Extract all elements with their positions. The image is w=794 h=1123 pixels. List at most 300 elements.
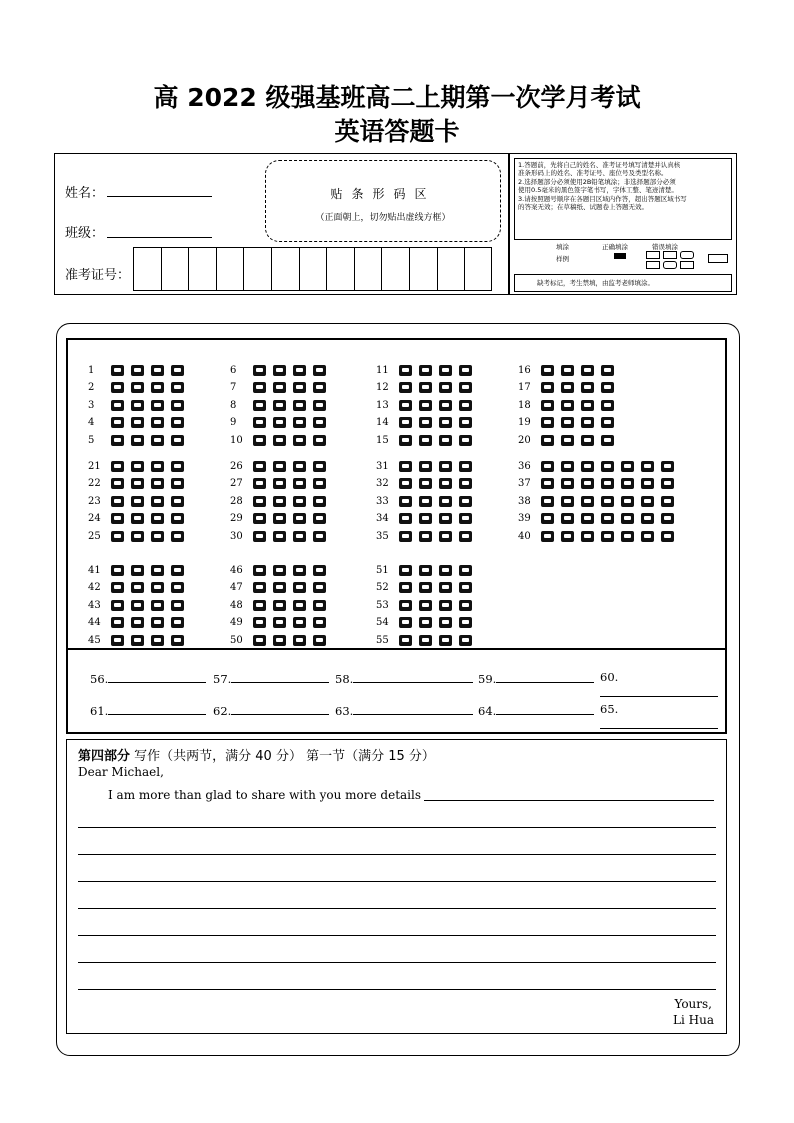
- answer-bubble[interactable]: [398, 530, 414, 543]
- answer-bubble[interactable]: [418, 634, 434, 647]
- answer-bubble[interactable]: [110, 564, 126, 577]
- answer-bubble[interactable]: [150, 477, 166, 490]
- answer-bubble[interactable]: [252, 381, 268, 394]
- answer-bubble[interactable]: [458, 381, 474, 394]
- writing-line[interactable]: [78, 908, 716, 909]
- answer-bubble[interactable]: [110, 495, 126, 508]
- answer-bubble[interactable]: [150, 416, 166, 429]
- answer-bubble[interactable]: [150, 564, 166, 577]
- answer-bubble[interactable]: [438, 599, 454, 612]
- answer-bubble[interactable]: [600, 460, 616, 473]
- exam-id-cells[interactable]: [133, 247, 492, 291]
- answer-bubble[interactable]: [150, 634, 166, 647]
- blank-item: [335, 670, 473, 686]
- answer-bubble[interactable]: [170, 495, 186, 508]
- answer-bubble[interactable]: [312, 495, 328, 508]
- answer-bubble[interactable]: [398, 599, 414, 612]
- answer-bubble[interactable]: [580, 381, 596, 394]
- answer-bubble[interactable]: [458, 599, 474, 612]
- exam-id-cell[interactable]: [188, 247, 216, 291]
- answer-bubble[interactable]: [292, 599, 308, 612]
- answer-bubble[interactable]: [398, 416, 414, 429]
- answer-bubble[interactable]: [252, 495, 268, 508]
- writing-line[interactable]: [78, 854, 716, 855]
- answer-bubble[interactable]: [252, 599, 268, 612]
- answer-bubble[interactable]: [600, 399, 616, 412]
- question-number: 29: [230, 513, 243, 525]
- letter-closing: Yours,: [674, 997, 712, 1011]
- question-number: 39: [518, 513, 531, 525]
- answer-bubble[interactable]: [150, 460, 166, 473]
- writing-line[interactable]: [78, 827, 716, 828]
- question-row: [376, 475, 478, 492]
- answer-bubble[interactable]: [170, 530, 186, 543]
- answer-bubble[interactable]: [130, 381, 146, 394]
- writing-line[interactable]: [78, 935, 716, 936]
- answer-bubble[interactable]: [458, 416, 474, 429]
- exam-id-cell[interactable]: [381, 247, 409, 291]
- answer-bubble[interactable]: [150, 399, 166, 412]
- exam-id-cell[interactable]: [133, 247, 161, 291]
- answer-bubble[interactable]: [150, 599, 166, 612]
- answer-bubble[interactable]: [560, 434, 576, 447]
- answer-bubble[interactable]: [438, 512, 454, 525]
- answer-bubble[interactable]: [110, 381, 126, 394]
- answer-bubble[interactable]: [252, 460, 268, 473]
- answer-bubble[interactable]: [418, 530, 434, 543]
- blank-answer-line[interactable]: [108, 702, 206, 715]
- answer-bubble[interactable]: [620, 477, 636, 490]
- answer-bubble[interactable]: [580, 416, 596, 429]
- answer-bubble[interactable]: [252, 581, 268, 594]
- answer-bubble[interactable]: [110, 399, 126, 412]
- answer-bubble[interactable]: [292, 416, 308, 429]
- blank-answer-line[interactable]: [496, 670, 594, 683]
- question-number: 46: [230, 565, 243, 576]
- answer-bubble[interactable]: [600, 416, 616, 429]
- answer-bubble[interactable]: [560, 477, 576, 490]
- question-row: [376, 614, 478, 631]
- answer-bubble[interactable]: [272, 581, 288, 594]
- answer-bubble[interactable]: [418, 416, 434, 429]
- answer-bubble[interactable]: [312, 364, 328, 377]
- answer-bubble[interactable]: [110, 512, 126, 525]
- answer-bubble[interactable]: [620, 460, 636, 473]
- answer-bubble[interactable]: [458, 530, 474, 543]
- question-row: [230, 579, 332, 596]
- answer-bubble[interactable]: [170, 477, 186, 490]
- blank-answer-line[interactable]: [353, 702, 473, 715]
- answer-bubble[interactable]: [150, 581, 166, 594]
- answer-bubble[interactable]: [640, 477, 656, 490]
- answer-bubble[interactable]: [272, 512, 288, 525]
- answer-bubble[interactable]: [130, 364, 146, 377]
- answer-bubble[interactable]: [540, 434, 556, 447]
- answer-bubble[interactable]: [130, 495, 146, 508]
- answer-bubble[interactable]: [130, 599, 146, 612]
- answer-bubble[interactable]: [458, 616, 474, 629]
- question-number: 38: [518, 495, 531, 507]
- answer-bubble[interactable]: [130, 581, 146, 594]
- answer-bubble[interactable]: [252, 634, 268, 647]
- answer-bubble[interactable]: [292, 460, 308, 473]
- question-row: [518, 475, 680, 492]
- answer-bubble[interactable]: [560, 399, 576, 412]
- question-number: 54: [376, 617, 389, 629]
- answer-bubble[interactable]: [640, 495, 656, 508]
- letter-greeting: Dear Michael,: [78, 765, 164, 779]
- answer-bubble[interactable]: [252, 564, 268, 577]
- answer-bubble[interactable]: [252, 364, 268, 377]
- answer-bubble[interactable]: [540, 364, 556, 377]
- answer-bubble[interactable]: [438, 399, 454, 412]
- answer-bubble[interactable]: [438, 416, 454, 429]
- answer-bubble[interactable]: [170, 512, 186, 525]
- blank-answer-line[interactable]: [600, 684, 718, 697]
- answer-bubble[interactable]: [252, 434, 268, 447]
- answer-bubble[interactable]: [580, 512, 596, 525]
- answer-bubble[interactable]: [560, 512, 576, 525]
- answer-bubble[interactable]: [438, 477, 454, 490]
- answer-bubble[interactable]: [458, 460, 474, 473]
- answer-bubble[interactable]: [312, 634, 328, 647]
- blank-answer-line[interactable]: [231, 670, 329, 683]
- answer-bubble[interactable]: [438, 460, 454, 473]
- answer-bubble[interactable]: [418, 495, 434, 508]
- answer-bubble[interactable]: [660, 460, 676, 473]
- answer-bubble[interactable]: [540, 495, 556, 508]
- answer-bubble[interactable]: [580, 434, 596, 447]
- answer-bubble[interactable]: [130, 634, 146, 647]
- answer-bubble[interactable]: [458, 634, 474, 647]
- question-row: [230, 379, 332, 396]
- answer-bubble[interactable]: [438, 616, 454, 629]
- answer-bubble[interactable]: [458, 434, 474, 447]
- answer-bubble[interactable]: [312, 460, 328, 473]
- answer-bubble[interactable]: [110, 364, 126, 377]
- answer-bubble[interactable]: [272, 364, 288, 377]
- answer-bubble[interactable]: [110, 434, 126, 447]
- class-field[interactable]: [107, 237, 212, 238]
- answer-bubble[interactable]: [252, 616, 268, 629]
- answer-bubble[interactable]: [150, 381, 166, 394]
- answer-bubble[interactable]: [540, 460, 556, 473]
- answer-bubble[interactable]: [540, 477, 556, 490]
- answer-bubble[interactable]: [292, 364, 308, 377]
- exam-id-cell[interactable]: [161, 247, 189, 291]
- answer-bubble[interactable]: [458, 477, 474, 490]
- answer-bubble[interactable]: [398, 477, 414, 490]
- answer-bubble[interactable]: [458, 364, 474, 377]
- answer-bubble[interactable]: [150, 495, 166, 508]
- answer-bubble[interactable]: [130, 512, 146, 525]
- question-number: 2: [88, 382, 95, 394]
- answer-bubble[interactable]: [640, 512, 656, 525]
- answer-bubble[interactable]: [398, 512, 414, 525]
- answer-bubble[interactable]: [170, 460, 186, 473]
- writing-line[interactable]: [78, 962, 716, 963]
- answer-bubble[interactable]: [312, 416, 328, 429]
- answer-bubble[interactable]: [170, 581, 186, 594]
- writing-line[interactable]: [78, 881, 716, 882]
- answer-bubble[interactable]: [438, 434, 454, 447]
- answer-bubble[interactable]: [170, 634, 186, 647]
- answer-bubble[interactable]: [312, 581, 328, 594]
- answer-bubble[interactable]: [398, 495, 414, 508]
- answer-bubble[interactable]: [292, 530, 308, 543]
- exam-id-cell[interactable]: [409, 247, 437, 291]
- answer-bubble[interactable]: [312, 512, 328, 525]
- answer-bubble[interactable]: [458, 564, 474, 577]
- answer-bubble[interactable]: [438, 381, 454, 394]
- answer-bubble[interactable]: [398, 460, 414, 473]
- question-row: [376, 379, 478, 396]
- answer-bubble[interactable]: [312, 530, 328, 543]
- answer-bubble[interactable]: [110, 460, 126, 473]
- answer-bubble[interactable]: [560, 460, 576, 473]
- answer-bubble[interactable]: [110, 616, 126, 629]
- answer-bubble[interactable]: [110, 477, 126, 490]
- answer-bubble[interactable]: [418, 434, 434, 447]
- wrong-fill-mark-1: [646, 251, 660, 259]
- question-row: [88, 614, 190, 631]
- answer-bubble[interactable]: [600, 530, 616, 543]
- answer-bubble[interactable]: [312, 477, 328, 490]
- answer-bubble[interactable]: [170, 364, 186, 377]
- question-number: 51: [376, 565, 389, 576]
- answer-bubble[interactable]: [292, 616, 308, 629]
- answer-bubble[interactable]: [540, 416, 556, 429]
- answer-bubble[interactable]: [660, 512, 676, 525]
- answer-bubble[interactable]: [560, 495, 576, 508]
- answer-bubble[interactable]: [312, 616, 328, 629]
- answer-bubble[interactable]: [272, 434, 288, 447]
- answer-bubble[interactable]: [398, 616, 414, 629]
- exam-id-cell[interactable]: [271, 247, 299, 291]
- answer-bubble[interactable]: [110, 530, 126, 543]
- answer-bubble[interactable]: [398, 381, 414, 394]
- answer-bubble[interactable]: [170, 381, 186, 394]
- answer-bubble[interactable]: [540, 512, 556, 525]
- answer-bubble[interactable]: [600, 477, 616, 490]
- question-row: [376, 362, 478, 379]
- answer-bubble[interactable]: [150, 364, 166, 377]
- answer-bubble[interactable]: [418, 381, 434, 394]
- answer-bubble[interactable]: [600, 495, 616, 508]
- answer-bubble[interactable]: [438, 634, 454, 647]
- question-row: [230, 458, 332, 475]
- answer-bubble[interactable]: [130, 477, 146, 490]
- answer-bubble[interactable]: [398, 564, 414, 577]
- question-number: 34: [376, 513, 389, 525]
- answer-bubble[interactable]: [398, 399, 414, 412]
- blank-answer-line[interactable]: [600, 716, 718, 729]
- answer-bubble[interactable]: [272, 616, 288, 629]
- blank-answer-line[interactable]: [353, 670, 473, 683]
- answer-bubble[interactable]: [130, 564, 146, 577]
- answer-bubble[interactable]: [580, 399, 596, 412]
- answer-bubble[interactable]: [292, 634, 308, 647]
- answer-bubble[interactable]: [438, 364, 454, 377]
- answer-bubble[interactable]: [130, 616, 146, 629]
- answer-bubble[interactable]: [110, 599, 126, 612]
- answer-bubble[interactable]: [458, 399, 474, 412]
- answer-bubble[interactable]: [640, 530, 656, 543]
- answer-bubble[interactable]: [110, 581, 126, 594]
- answer-bubble[interactable]: [150, 616, 166, 629]
- writing-line[interactable]: [424, 800, 714, 801]
- answer-bubble[interactable]: [272, 530, 288, 543]
- answer-bubble[interactable]: [130, 399, 146, 412]
- answer-bubble[interactable]: [580, 477, 596, 490]
- exam-id-cell[interactable]: [243, 247, 271, 291]
- answer-bubble[interactable]: [640, 460, 656, 473]
- answer-bubble[interactable]: [252, 530, 268, 543]
- blank-answer-line[interactable]: [231, 702, 329, 715]
- answer-bubble[interactable]: [130, 460, 146, 473]
- answer-bubble[interactable]: [540, 530, 556, 543]
- question-row: [518, 414, 620, 431]
- answer-bubble[interactable]: [620, 530, 636, 543]
- answer-bubble[interactable]: [312, 599, 328, 612]
- answer-bubble[interactable]: [660, 495, 676, 508]
- answer-bubble[interactable]: [458, 495, 474, 508]
- answer-bubble[interactable]: [272, 599, 288, 612]
- question-row: [230, 414, 332, 431]
- answer-bubble[interactable]: [600, 364, 616, 377]
- answer-bubble[interactable]: [580, 495, 596, 508]
- answer-bubble[interactable]: [272, 460, 288, 473]
- answer-bubble[interactable]: [418, 599, 434, 612]
- answer-bubble[interactable]: [150, 512, 166, 525]
- answer-bubble[interactable]: [418, 616, 434, 629]
- blank-answer-line[interactable]: [496, 702, 594, 715]
- answer-bubble[interactable]: [312, 399, 328, 412]
- answer-bubble[interactable]: [398, 434, 414, 447]
- answer-bubble[interactable]: [272, 634, 288, 647]
- answer-bubble[interactable]: [580, 530, 596, 543]
- answer-bubble[interactable]: [560, 530, 576, 543]
- answer-bubble[interactable]: [560, 364, 576, 377]
- answer-bubble[interactable]: [272, 416, 288, 429]
- exam-id-cell[interactable]: [354, 247, 382, 291]
- answer-bubble[interactable]: [398, 364, 414, 377]
- answer-bubble[interactable]: [312, 434, 328, 447]
- answer-bubble[interactable]: [252, 512, 268, 525]
- answer-bubble[interactable]: [292, 512, 308, 525]
- answer-bubble[interactable]: [170, 616, 186, 629]
- answer-bubble[interactable]: [438, 581, 454, 594]
- answer-sheet-title: 英语答题卡: [334, 117, 460, 146]
- answer-bubble[interactable]: [458, 512, 474, 525]
- answer-bubble[interactable]: [170, 599, 186, 612]
- question-number: 9: [230, 417, 237, 429]
- exam-id-cell[interactable]: [216, 247, 244, 291]
- answer-bubble[interactable]: [418, 512, 434, 525]
- answer-bubble[interactable]: [620, 512, 636, 525]
- answer-bubble[interactable]: [272, 564, 288, 577]
- answer-bubble[interactable]: [418, 399, 434, 412]
- answer-bubble[interactable]: [130, 434, 146, 447]
- question-row: [88, 632, 190, 649]
- answer-bubble[interactable]: [292, 399, 308, 412]
- question-number: 43: [88, 599, 101, 611]
- answer-bubble[interactable]: [560, 416, 576, 429]
- answer-bubble[interactable]: [272, 381, 288, 394]
- answer-bubble[interactable]: [292, 495, 308, 508]
- answer-bubble[interactable]: [620, 495, 636, 508]
- answer-bubble[interactable]: [600, 381, 616, 394]
- writing-line[interactable]: [78, 989, 716, 990]
- answer-bubble[interactable]: [660, 530, 676, 543]
- answer-bubble[interactable]: [272, 399, 288, 412]
- question-number: 33: [376, 495, 389, 507]
- answer-bubble[interactable]: [272, 477, 288, 490]
- question-number: 31: [376, 461, 389, 472]
- name-field[interactable]: [107, 196, 212, 197]
- answer-bubble[interactable]: [418, 564, 434, 577]
- answer-bubble[interactable]: [540, 381, 556, 394]
- answer-bubble[interactable]: [540, 399, 556, 412]
- answer-bubble[interactable]: [252, 399, 268, 412]
- answer-bubble[interactable]: [458, 581, 474, 594]
- answer-bubble[interactable]: [438, 495, 454, 508]
- answer-bubble[interactable]: [110, 416, 126, 429]
- answer-bubble[interactable]: [600, 434, 616, 447]
- answer-bubble[interactable]: [580, 460, 596, 473]
- answer-bubble[interactable]: [272, 495, 288, 508]
- answer-bubble[interactable]: [438, 564, 454, 577]
- answer-bubble[interactable]: [110, 634, 126, 647]
- answer-bubble[interactable]: [398, 634, 414, 647]
- answer-bubble[interactable]: [292, 434, 308, 447]
- absent-mark-box[interactable]: [708, 254, 728, 263]
- answer-bubble[interactable]: [130, 530, 146, 543]
- exam-id-cell[interactable]: [326, 247, 354, 291]
- answer-bubble[interactable]: [292, 564, 308, 577]
- answer-bubble[interactable]: [418, 364, 434, 377]
- answer-bubble[interactable]: [252, 477, 268, 490]
- answer-bubble[interactable]: [292, 581, 308, 594]
- answer-bubble[interactable]: [150, 530, 166, 543]
- answer-bubble[interactable]: [600, 512, 616, 525]
- answer-bubble[interactable]: [170, 564, 186, 577]
- answer-bubble[interactable]: [170, 434, 186, 447]
- answer-bubble[interactable]: [660, 477, 676, 490]
- answer-bubble[interactable]: [252, 416, 268, 429]
- answer-bubble[interactable]: [438, 530, 454, 543]
- answer-bubble[interactable]: [312, 381, 328, 394]
- answer-bubble[interactable]: [130, 416, 146, 429]
- answer-bubble[interactable]: [418, 581, 434, 594]
- answer-bubble[interactable]: [398, 581, 414, 594]
- answer-bubble[interactable]: [312, 564, 328, 577]
- answer-bubble[interactable]: [150, 434, 166, 447]
- answer-bubble[interactable]: [580, 364, 596, 377]
- answer-bubble[interactable]: [292, 477, 308, 490]
- exam-id-cell[interactable]: [299, 247, 327, 291]
- answer-bubble[interactable]: [170, 399, 186, 412]
- blank-item: [90, 702, 206, 718]
- exam-id-cell[interactable]: [464, 247, 492, 291]
- answer-bubble[interactable]: [418, 477, 434, 490]
- exam-id-cell[interactable]: [437, 247, 465, 291]
- answer-bubble[interactable]: [560, 381, 576, 394]
- answer-bubble[interactable]: [170, 416, 186, 429]
- blank-answer-line[interactable]: [108, 670, 206, 683]
- answer-bubble[interactable]: [418, 460, 434, 473]
- answer-bubble[interactable]: [292, 381, 308, 394]
